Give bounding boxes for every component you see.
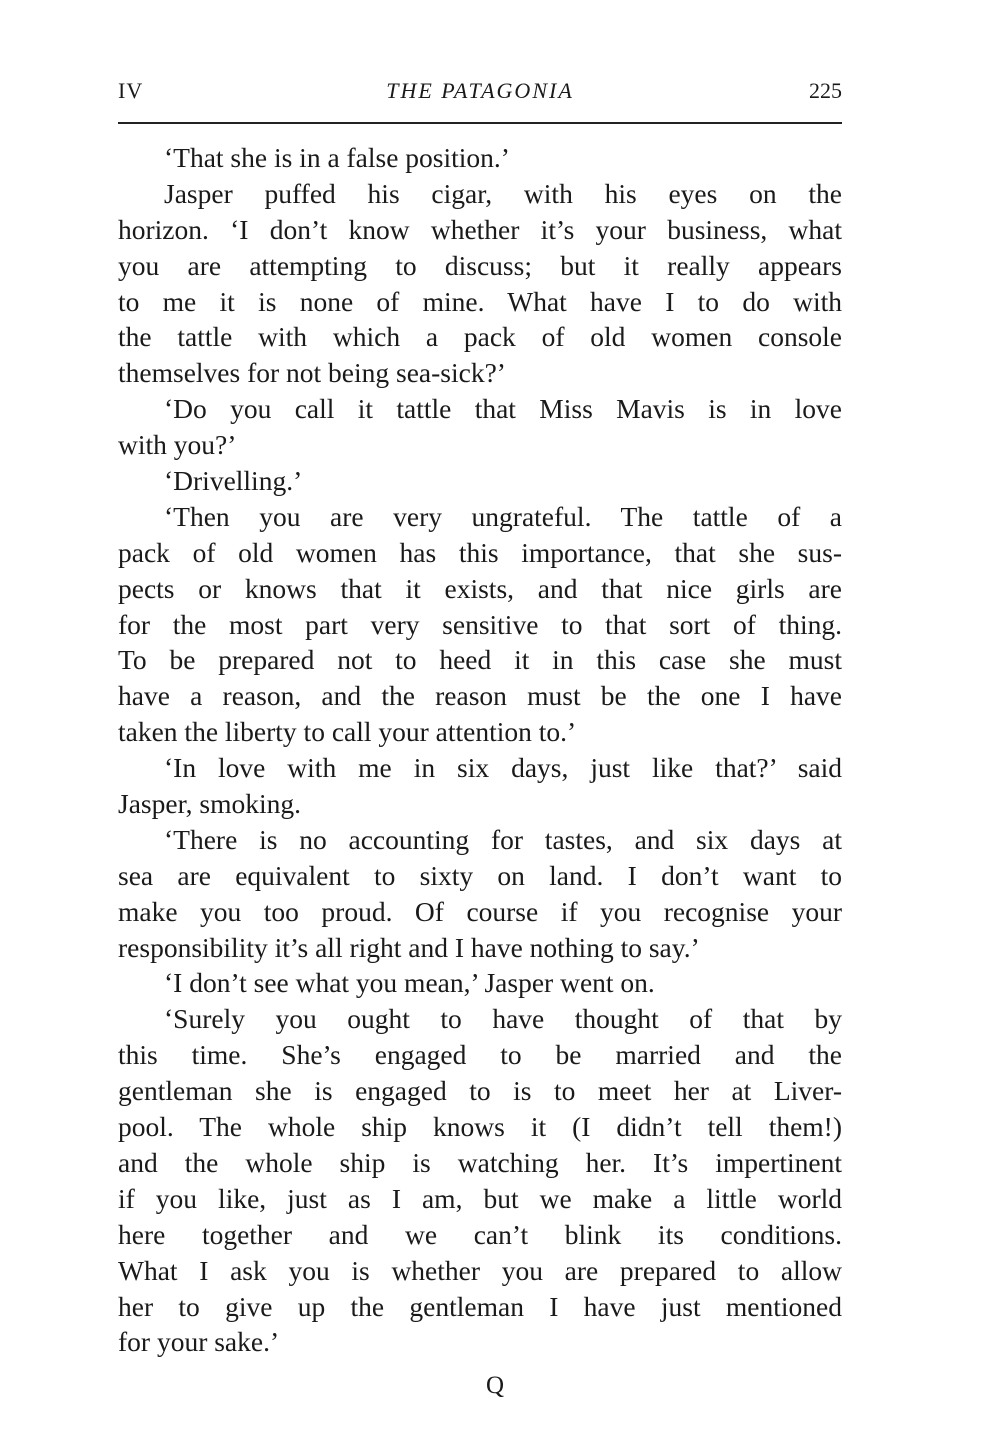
text-line: have a reason, and the reason must be the one I have	[118, 680, 842, 712]
text-line: Jasper, smoking.	[118, 788, 301, 820]
text-line: responsibility it’s all right and I have nothing to say.’	[118, 931, 700, 963]
text-line: ‘Drivelling.’	[164, 465, 303, 497]
text-line: and the whole ship is watching her. It’s impertinent	[118, 1146, 842, 1178]
text-line: pects or knows that it exists, and that nice girls are	[118, 572, 842, 604]
text-line: Jasper puffed his cigar, with his eyes on the	[164, 177, 842, 209]
text-line: pool. The whole ship knows it (I didn’t tell them!)	[118, 1111, 842, 1143]
text-line: with you?’	[118, 429, 237, 461]
text-line: for the most part very sensitive to that sort of thing.	[118, 608, 842, 640]
text-line: for your sake.’	[118, 1326, 280, 1358]
text-line: ‘Then you are very ungrateful. The tattle of a	[164, 500, 842, 532]
text-line: sea are equivalent to sixty on land. I don’t want to	[118, 859, 842, 891]
text-line: this time. She’s engaged to be married and the	[118, 1039, 842, 1071]
text-line: gentleman she is engaged to is to meet her at Liver-	[118, 1075, 842, 1107]
text-line: the tattle with which a pack of old women console	[118, 321, 842, 353]
text-line: ‘I don’t see what you mean,’ Jasper went on.	[164, 967, 655, 999]
text-line: ‘Do you call it tattle that Miss Mavis is in love	[164, 393, 842, 425]
text-line: to me it is none of mine. What have I to do with	[118, 285, 842, 317]
text-line: make you too proud. Of course if you recognise your	[118, 895, 842, 927]
text-line: here together and we can’t blink its conditions.	[118, 1218, 842, 1250]
text-line: What I ask you is whether you are prepared to allow	[118, 1254, 842, 1286]
body-text	[118, 140, 842, 1360]
text-line: horizon. ‘I don’t know whether it’s your business, what	[118, 213, 842, 245]
text-line: taken the liberty to call your attention to.’	[118, 716, 577, 748]
text-line: if you like, just as I am, but we make a little world	[118, 1182, 842, 1214]
text-line: ‘There is no accounting for tastes, and six days at	[164, 823, 842, 855]
text-line: themselves for not being sea-sick?’	[118, 357, 506, 389]
text-line: pack of old women has this importance, that she sus-	[118, 536, 842, 568]
text-line: ‘Surely you ought to have thought of that by	[164, 1003, 842, 1035]
text-line: her to give up the gentleman I have just mentioned	[118, 1290, 842, 1322]
running-title: THE PATAGONIA	[386, 78, 574, 103]
text-line: you are attempting to discuss; but it really appears	[118, 249, 842, 281]
running-header	[118, 78, 842, 108]
text-line: ‘That she is in a false position.’	[164, 142, 510, 173]
text-line: ‘In love with me in six days, just like that?’ said	[164, 752, 842, 784]
signature-mark: Q	[485, 1372, 505, 1399]
page-number: 225	[809, 78, 842, 103]
chapter-number: IV	[118, 78, 144, 103]
text-line: To be prepared not to heed it in this case she must	[118, 644, 842, 676]
header-rule	[118, 122, 842, 124]
